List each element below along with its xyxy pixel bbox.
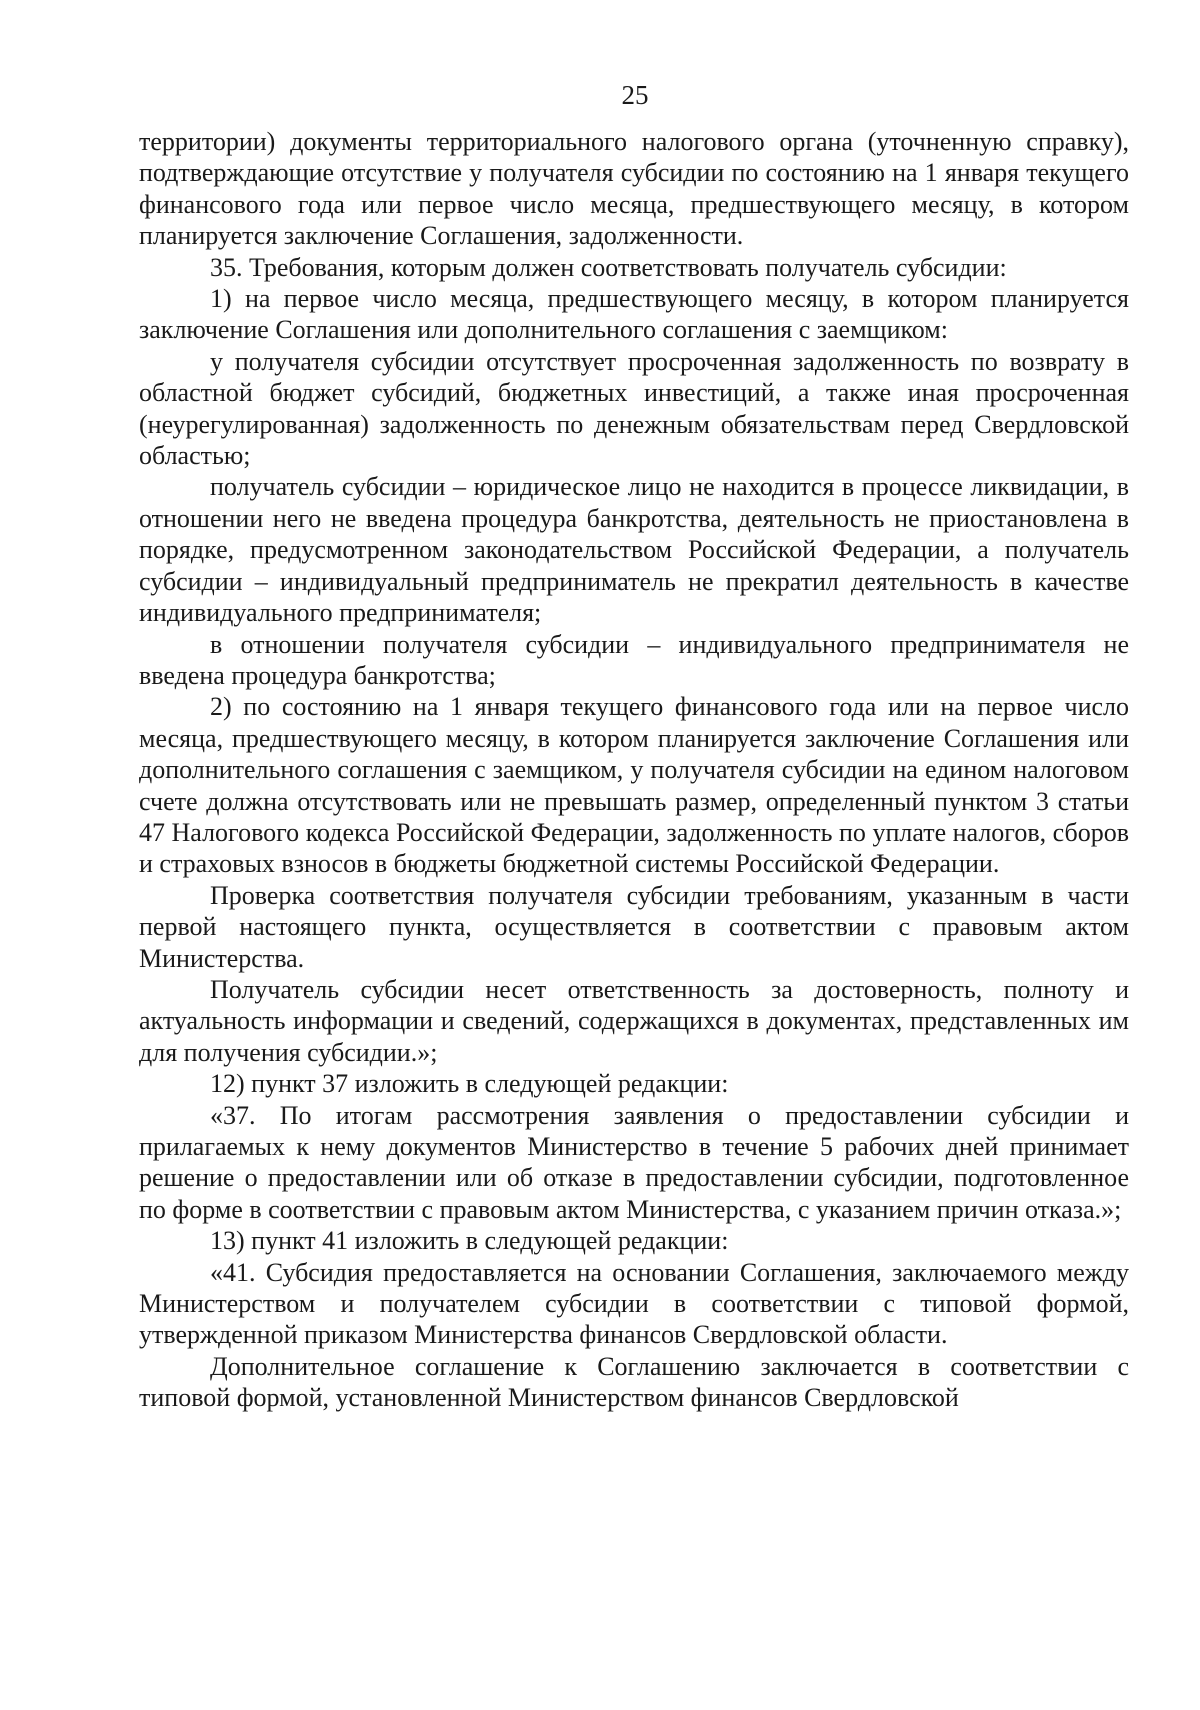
- paragraph-item-41: «41. Субсидия предоставляется на основании Соглашения, заключаемого между Министерством и получателем субсидии в соответствии с типовой формой, утвержденной приказом Министерства финансов Свердловской области.: [139, 1257, 1129, 1350]
- paragraph-compliance-check: Проверка соответствия получателя субсидии требованиям, указанным в части первой настоящего пункта, осуществляется в соответствии с правовым актом Министерства.: [139, 880, 1129, 973]
- page-number: 25: [621, 80, 649, 110]
- paragraph-amendment-13: 13) пункт 41 изложить в следующей редакции:: [210, 1226, 729, 1256]
- paragraph-no-bankruptcy: в отношении получателя субсидии – индивидуального предпринимателя не введена процедура банкротства;: [139, 629, 1129, 690]
- paragraph-responsibility: Получатель субсидии несет ответственность за достоверность, полноту и актуальность информации и сведений, содержащихся в документах, представленных им для получения субсидии.»;: [139, 974, 1129, 1067]
- paragraph-item-35: 35. Требования, которым должен соответствовать получатель субсидии:: [210, 252, 1007, 282]
- paragraph-subitem-2: 2) по состоянию на 1 января текущего финансового года или на первое число месяца, предшествующего месяцу, в котором планируется заключение Соглашения или дополнительного соглашения с заемщиком, у получателя субсидии на едином налоговом счете должна отсутствовать или не превышать размер, определенный пунктом 3 статьи 47 Налогового кодекса Российской Федерации, задолженность по уплате налогов, сборов и страховых взносов в бюджеты бюджетной системы Российской Федерации.: [139, 692, 1129, 879]
- paragraph-continuation: территории) документы территориального налогового органа (уточненную справку), подтверждающие отсутствие у получателя субсидии по состоянию на 1 января текущего финансового года или первое число месяца, предшествующего месяцу, в котором планируется заключение Соглашения, задолженности.: [139, 127, 1129, 251]
- document-body: [139, 126, 1129, 1414]
- paragraph-no-liquidation: получатель субсидии – юридическое лицо не находится в процессе ликвидации, в отношении него не введена процедура банкротства, деятельность не приостановлена в порядке, предусмотренном законодательством Российской Федерации, а получатель субсидии – индивидуальный предприниматель не прекратил деятельность в качестве индивидуального предпринимателя;: [139, 472, 1129, 628]
- paragraph-item-37: «37. По итогам рассмотрения заявления о предоставлении субсидии и прилагаемых к нему документов Министерство в течение 5 рабочих дней принимает решение о предоставлении или об отказе в предоставлении субсидии, подготовленное по форме в соответствии с правовым актом Министерства, с указанием причин отказа.»;: [139, 1100, 1129, 1224]
- paragraph-subitem-1: 1) на первое число месяца, предшествующего месяцу, в котором планируется заключение Соглашения или дополнительного соглашения с заемщиком:: [139, 284, 1129, 345]
- paragraph-no-debt: у получателя субсидии отсутствует просроченная задолженность по возврату в областной бюджет субсидий, бюджетных инвестиций, а также иная просроченная (неурегулированная) задолженность по денежным обязательствам перед Свердловской областью;: [139, 346, 1129, 471]
- paragraph-additional-agreement: Дополнительное соглашение к Соглашению заключается в соответствии с типовой формой, установленной Министерством финансов Свердловской: [139, 1351, 1129, 1413]
- paragraph-amendment-12: 12) пункт 37 изложить в следующей редакции:: [210, 1069, 729, 1099]
